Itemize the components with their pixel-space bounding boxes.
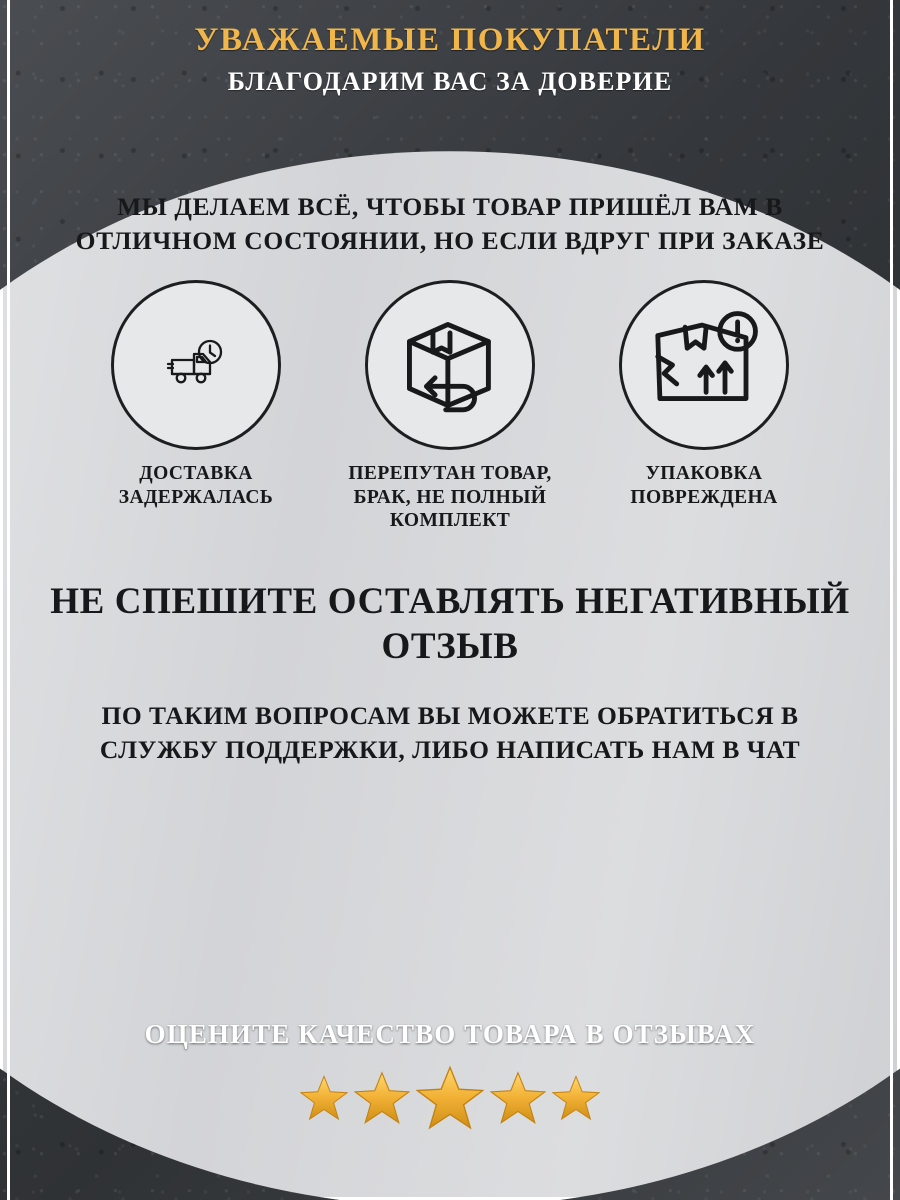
footer-block — [0, 990, 900, 1200]
header-title: УВАЖАЕМЫЕ ПОКУПАТЕЛИ — [194, 22, 706, 58]
main-content — [0, 190, 900, 767]
headline-text: НЕ СПЕШИТЕ ОСТАВЛЯТЬ НЕГАТИВНЫЙ ОТЗЫВ — [50, 581, 850, 668]
icon-card-delivery-delayed — [87, 280, 305, 510]
box-return-arrow-icon — [386, 301, 514, 429]
intro-text: МЫ ДЕЛАЕМ ВСЁ, ЧТОБЫ ТОВАР ПРИШЁЛ ВАМ В ОТЛИЧНОМ СОСТОЯНИИ, НО ЕСЛИ ВДРУГ ПРИ ЗАКАЗЕ — [75, 192, 825, 255]
icon-card-caption: УПАКОВКА ПОВРЕЖДЕНА — [630, 462, 778, 508]
icon-card-caption: ПЕРЕПУТАН ТОВАР, БРАК, НЕ ПОЛНЫЙ КОМПЛЕКТ — [348, 462, 552, 532]
icon-circle — [619, 280, 789, 450]
damaged-package-icon — [641, 302, 767, 428]
icon-card-damaged-package — [595, 280, 813, 510]
support-instructions-text: ПО ТАКИМ ВОПРОСАМ ВЫ МОЖЕТЕ ОБРАТИТЬСЯ В СЛУЖБУ ПОДДЕРЖКИ, ЛИБО НАПИСАТЬ НАМ В ЧАТ — [99, 701, 801, 765]
star-icon — [416, 1064, 484, 1132]
icon-card-caption: ДОСТАВКА ЗАДЕРЖАЛАСЬ — [118, 462, 274, 508]
star-rating — [0, 1064, 900, 1132]
icon-circle — [111, 280, 281, 450]
icon-cards-row — [0, 280, 900, 533]
icon-card-wrong-item — [341, 280, 559, 533]
header-subtitle: БЛАГОДАРИМ ВАС ЗА ДОВЕРИЕ — [227, 66, 673, 96]
star-icon — [354, 1070, 410, 1126]
star-icon — [300, 1074, 348, 1122]
icon-circle — [365, 280, 535, 450]
footer-title: ОЦЕНИТЕ КАЧЕСТВО ТОВАРА В ОТЗЫВАХ — [144, 1019, 756, 1049]
header-block — [0, 22, 900, 97]
delivery-truck-clock-icon — [166, 335, 226, 395]
star-icon — [552, 1074, 600, 1122]
star-icon — [490, 1070, 546, 1126]
